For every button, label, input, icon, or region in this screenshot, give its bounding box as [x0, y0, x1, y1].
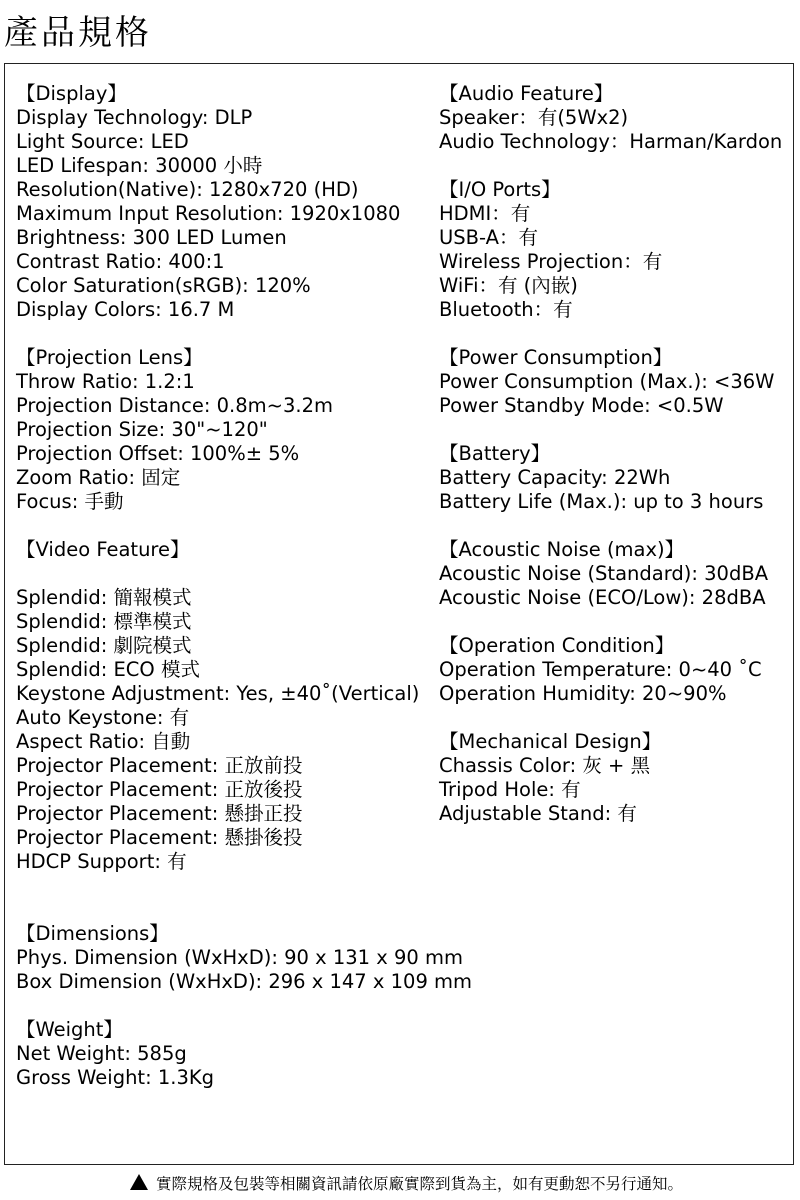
spec-line: USB-A：有 [439, 226, 538, 249]
spec-section-display [16, 82, 472, 346]
spec-line: Battery Life (Max.): up to 3 hours [439, 490, 764, 513]
spec-line: Resolution(Native): 1280x720 (HD) [16, 178, 359, 201]
page-title: 產品規格 [4, 13, 152, 53]
spec-section-acoustic-noise-max [439, 538, 782, 634]
spec-section-mechanical-design [439, 730, 782, 826]
spec-line: Projector Placement: 正放前投 [16, 754, 303, 777]
spec-line: Projector Placement: 懸掛後投 [16, 826, 303, 849]
spec-line: Display Technology: DLP [16, 106, 253, 129]
spec-section-weight [16, 1018, 472, 1090]
spec-line: Acoustic Noise (ECO/Low): 28dBA [439, 586, 766, 609]
spec-line: Phys. Dimension (WxHxD): 90 x 131 x 90 mm [16, 946, 463, 969]
section-heading: 【Dimensions】 [16, 922, 169, 945]
spec-line: Zoom Ratio: 固定 [16, 466, 181, 489]
spec-section-battery [439, 442, 782, 538]
spec-line: Maximum Input Resolution: 1920x1080 [16, 202, 401, 225]
section-heading: 【Audio Feature】 [439, 82, 614, 105]
spec-line: Wireless Projection：有 [439, 250, 663, 273]
spec-line: Keystone Adjustment: Yes, ±40˚(Vertical) [16, 682, 420, 705]
spec-line: Operation Humidity: 20~90% [439, 682, 727, 705]
section-heading: 【Projection Lens】 [16, 346, 203, 369]
section-heading: 【Mechanical Design】 [439, 730, 662, 753]
section-heading: 【Power Consumption】 [439, 346, 673, 369]
section-spacer [439, 418, 782, 442]
spec-line: Brightness: 300 LED Lumen [16, 226, 287, 249]
spec-line: Audio Technology：Harman/Kardon [439, 130, 783, 153]
section-heading: 【Operation Condition】 [439, 634, 675, 657]
spec-line: Projector Placement: 懸掛正投 [16, 802, 303, 825]
section-spacer [439, 514, 782, 538]
spec-line: Speaker：有(5Wx2) [439, 106, 629, 129]
section-heading: 【Display】 [16, 82, 127, 105]
spec-line: HDCP Support: 有 [16, 850, 187, 873]
spec-line: Power Standby Mode: <0.5W [439, 394, 724, 417]
spec-line: Acoustic Noise (Standard): 30dBA [439, 562, 769, 585]
spec-line: Chassis Color: 灰 + 黑 [439, 754, 651, 777]
spec-line: HDMI：有 [439, 202, 531, 225]
section-spacer [16, 874, 472, 898]
spec-line: Focus: 手動 [16, 490, 124, 513]
spec-section-operation-condition [439, 634, 782, 730]
section-heading: 【Acoustic Noise (max)】 [439, 538, 685, 561]
spec-line: Projection Distance: 0.8m~3.2m [16, 394, 334, 417]
spec-line: Color Saturation(sRGB): 120% [16, 274, 311, 297]
left-spec-column [16, 82, 472, 1090]
section-spacer [439, 322, 782, 346]
spec-line: Power Consumption (Max.): <36W [439, 370, 775, 393]
spec-line: Projector Placement: 正放後投 [16, 778, 303, 801]
footer-notice [130, 1173, 683, 1195]
spec-section-power-consumption [439, 346, 782, 442]
spec-line: Operation Temperature: 0~40 ˚C [439, 658, 762, 681]
spec-line: Projection Offset: 100%± 5% [16, 442, 300, 465]
spec-line: WiFi：有 (內嵌) [439, 274, 578, 297]
spec-box [4, 63, 794, 1165]
spec-line: Splendid: ECO 模式 [16, 658, 200, 681]
section-spacer [439, 154, 782, 178]
section-heading: 【Battery】 [439, 442, 551, 465]
spec-line: Display Colors: 16.7 M [16, 298, 235, 321]
spec-line: Gross Weight: 1.3Kg [16, 1066, 215, 1089]
section-heading: 【Video Feature】 [16, 538, 190, 561]
right-spec-column [439, 82, 782, 826]
spec-line: Contrast Ratio: 400:1 [16, 250, 225, 273]
spec-section-dimensions [16, 922, 472, 1018]
spec-line: Splendid: 簡報模式 [16, 586, 192, 609]
section-spacer [16, 994, 472, 1018]
spec-line: Tripod Hole: 有 [439, 778, 581, 801]
spec-line: Throw Ratio: 1.2:1 [16, 370, 195, 393]
section-spacer [16, 898, 472, 922]
spec-line: Bluetooth：有 [439, 298, 573, 321]
spec-line: Splendid: 標準模式 [16, 610, 192, 633]
spec-line: Projection Size: 30"~120" [16, 418, 268, 441]
spec-line [16, 562, 472, 586]
spec-line: Battery Capacity: 22Wh [439, 466, 671, 489]
section-heading: 【I/O Ports】 [439, 178, 561, 201]
section-spacer [16, 322, 472, 346]
spec-line: Box Dimension (WxHxD): 296 x 147 x 109 mm [16, 970, 473, 993]
spec-line: Aspect Ratio: 自動 [16, 730, 191, 753]
section-spacer [439, 610, 782, 634]
spec-line: Auto Keystone: 有 [16, 706, 190, 729]
spec-section-i-o-ports [439, 178, 782, 346]
spec-line: Adjustable Stand: 有 [439, 802, 637, 825]
spec-line: Net Weight: 585g [16, 1042, 187, 1065]
spec-line: Light Source: LED [16, 130, 189, 153]
spec-line: LED Lifespan: 30000 小時 [16, 154, 263, 177]
footer-notice-text: 實際規格及包裝等相關資訊請依原廠實際到貨為主，如有更動恕不另行通知。 [156, 1175, 684, 1193]
spec-section-audio-feature [439, 82, 782, 178]
spec-section-projection-lens [16, 346, 472, 538]
spec-line: Splendid: 劇院模式 [16, 634, 192, 657]
section-spacer [16, 514, 472, 538]
section-heading: 【Weight】 [16, 1018, 123, 1041]
warning-triangle-icon [130, 1174, 148, 1190]
section-spacer [439, 706, 782, 730]
spec-section-video-feature [16, 538, 472, 922]
